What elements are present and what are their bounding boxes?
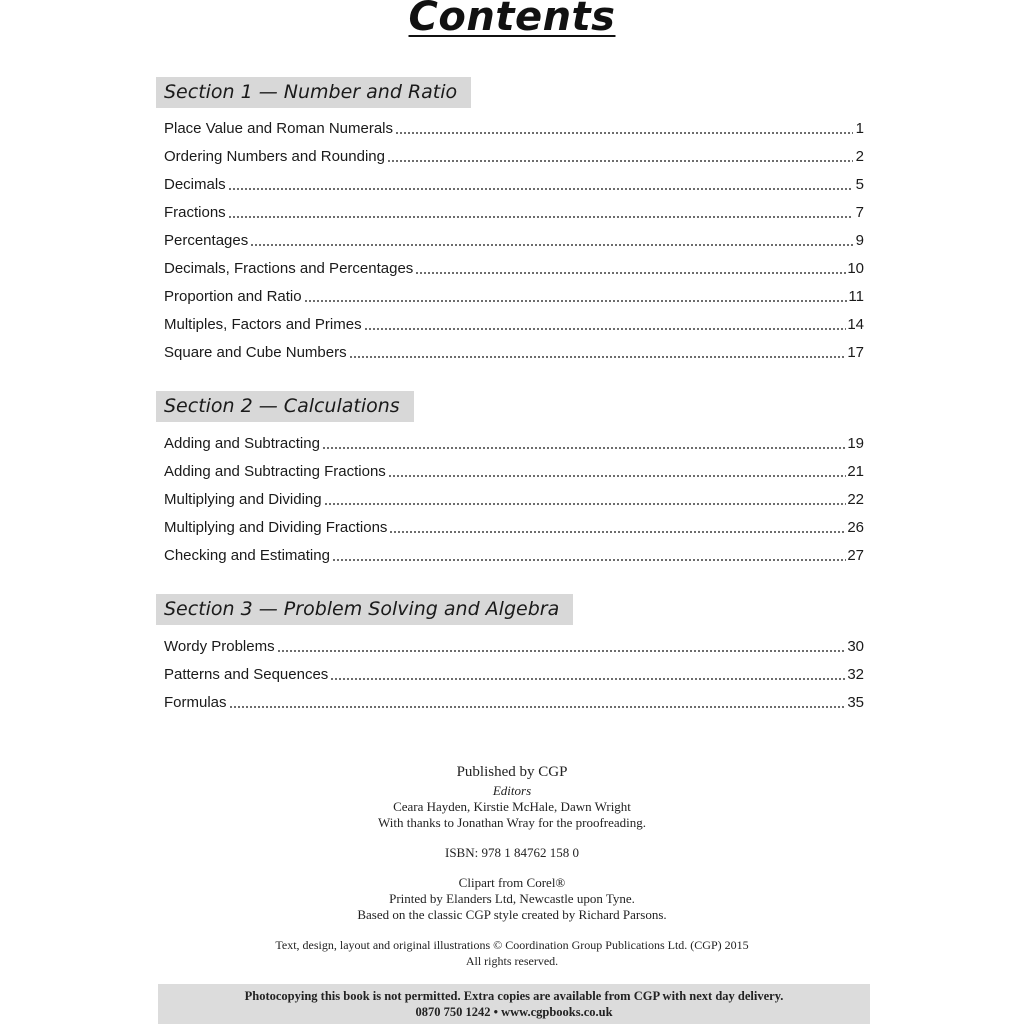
publisher-line: Published by CGP [456, 764, 568, 780]
toc-entry-label: Fractions [164, 203, 226, 221]
toc-entry-label: Adding and Subtracting Fractions [164, 462, 386, 480]
contact-line: 0870 750 1242 • www.cgpbooks.co.uk [415, 1005, 613, 1019]
toc-entry[interactable] [164, 310, 864, 338]
toc-entry-page: 26 [847, 518, 864, 536]
printer-line: Printed by Elanders Ltd, Newcastle upon Tyne. [389, 891, 635, 906]
toc-entry-page: 5 [855, 175, 864, 193]
toc-entry-label: Decimals [164, 175, 226, 193]
toc-entry-label: Formulas [164, 693, 227, 711]
publication-credits [0, 762, 1024, 969]
toc-entry[interactable] [164, 226, 864, 254]
toc-entry[interactable] [164, 282, 864, 310]
dot-leader [349, 356, 847, 358]
toc-entry[interactable] [164, 429, 864, 457]
dot-leader [389, 531, 846, 533]
toc-entry-label: Decimals, Fractions and Percentages [164, 259, 414, 277]
rights-line: All rights reserved. [465, 954, 559, 968]
toc-entry[interactable] [164, 541, 864, 569]
toc-entry-page: 7 [855, 203, 864, 221]
thanks-line: With thanks to Jonathan Wray for the proofreading. [377, 815, 647, 830]
toc-entry-page: 21 [847, 462, 864, 480]
dot-leader [364, 328, 847, 330]
editors-heading: Editors [492, 783, 532, 798]
clipart-line: Clipart from Corel® [458, 875, 566, 890]
dot-leader [322, 447, 846, 449]
section-heading-2: Section 2 — Calculations [156, 391, 414, 422]
toc-entry[interactable] [164, 688, 864, 716]
toc-entry[interactable] [164, 660, 864, 688]
toc-entry-label: Multiplying and Dividing [164, 490, 322, 508]
toc-entry-label: Percentages [164, 231, 249, 249]
copyright-line: Text, design, layout and original illustrations © Coordination Group Publications Ltd. (CGP) 2015 [275, 938, 749, 952]
toc-entry-page: 14 [847, 315, 864, 333]
toc-entry[interactable] [164, 513, 864, 541]
page-title: Contents [408, 0, 616, 40]
toc-entry-label: Multiplying and Dividing Fractions [164, 518, 388, 536]
toc-entry[interactable] [164, 457, 864, 485]
spacer [0, 831, 1024, 845]
section-heading-3: Section 3 — Problem Solving and Algebra [156, 594, 573, 625]
isbn-line: ISBN: 978 1 84762 158 0 [445, 845, 579, 860]
toc-entry-page: 27 [847, 546, 864, 564]
toc-entry-page: 32 [847, 665, 864, 683]
dot-leader [228, 216, 853, 218]
section-heading-1: Section 1 — Number and Ratio [156, 77, 471, 108]
toc-entry-label: Adding and Subtracting [164, 434, 320, 452]
toc-entry[interactable] [164, 254, 864, 282]
toc-entry-label: Multiples, Factors and Primes [164, 315, 362, 333]
toc-entry-page: 30 [847, 637, 864, 655]
dot-leader [250, 244, 853, 246]
toc-entry-label: Ordering Numbers and Rounding [164, 147, 385, 165]
toc-entry[interactable] [164, 198, 864, 226]
editors-names: Ceara Hayden, Kirstie McHale, Dawn Wright [393, 799, 631, 814]
toc-entry-page: 10 [847, 259, 864, 277]
toc-list-section-3 [164, 632, 864, 716]
dot-leader [277, 650, 847, 652]
toc-entry[interactable] [164, 632, 864, 660]
dot-leader [330, 678, 846, 680]
footer-notice-bar [158, 984, 870, 1024]
toc-entry-label: Wordy Problems [164, 637, 275, 655]
dot-leader [387, 160, 853, 162]
toc-list-section-1 [164, 114, 864, 366]
toc-entry-page: 17 [847, 343, 864, 361]
toc-entry-label: Patterns and Sequences [164, 665, 329, 683]
dot-leader [395, 132, 853, 134]
toc-entry[interactable] [164, 338, 864, 366]
toc-entry-label: Proportion and Ratio [164, 287, 302, 305]
dot-leader [229, 706, 847, 708]
style-credit-line: Based on the classic CGP style created by Richard Parsons. [357, 907, 667, 922]
toc-list-section-2 [164, 429, 864, 569]
dot-leader [415, 272, 846, 274]
dot-leader [324, 503, 847, 505]
toc-entry[interactable] [164, 142, 864, 170]
dot-leader [332, 559, 846, 561]
toc-entry-label: Place Value and Roman Numerals [164, 119, 394, 137]
toc-entry-page: 11 [848, 287, 864, 305]
toc-entry[interactable] [164, 170, 864, 198]
toc-entry-page: 35 [847, 693, 864, 711]
toc-entry[interactable] [164, 114, 864, 142]
toc-entry-page: 1 [855, 119, 864, 137]
toc-entry-page: 2 [855, 147, 864, 165]
spacer [0, 861, 1024, 875]
toc-entry-page: 22 [847, 490, 864, 508]
photocopy-notice: Photocopying this book is not permitted. Extra copies are available from CGP with next day delivery. [244, 989, 784, 1003]
toc-entry[interactable] [164, 485, 864, 513]
toc-entry-label: Square and Cube Numbers [164, 343, 347, 361]
toc-entry-label: Checking and Estimating [164, 546, 330, 564]
spacer [0, 923, 1024, 937]
toc-entry-page: 19 [847, 434, 864, 452]
dot-leader [304, 300, 848, 302]
dot-leader [228, 188, 853, 190]
toc-entry-page: 9 [855, 231, 864, 249]
dot-leader [388, 475, 847, 477]
